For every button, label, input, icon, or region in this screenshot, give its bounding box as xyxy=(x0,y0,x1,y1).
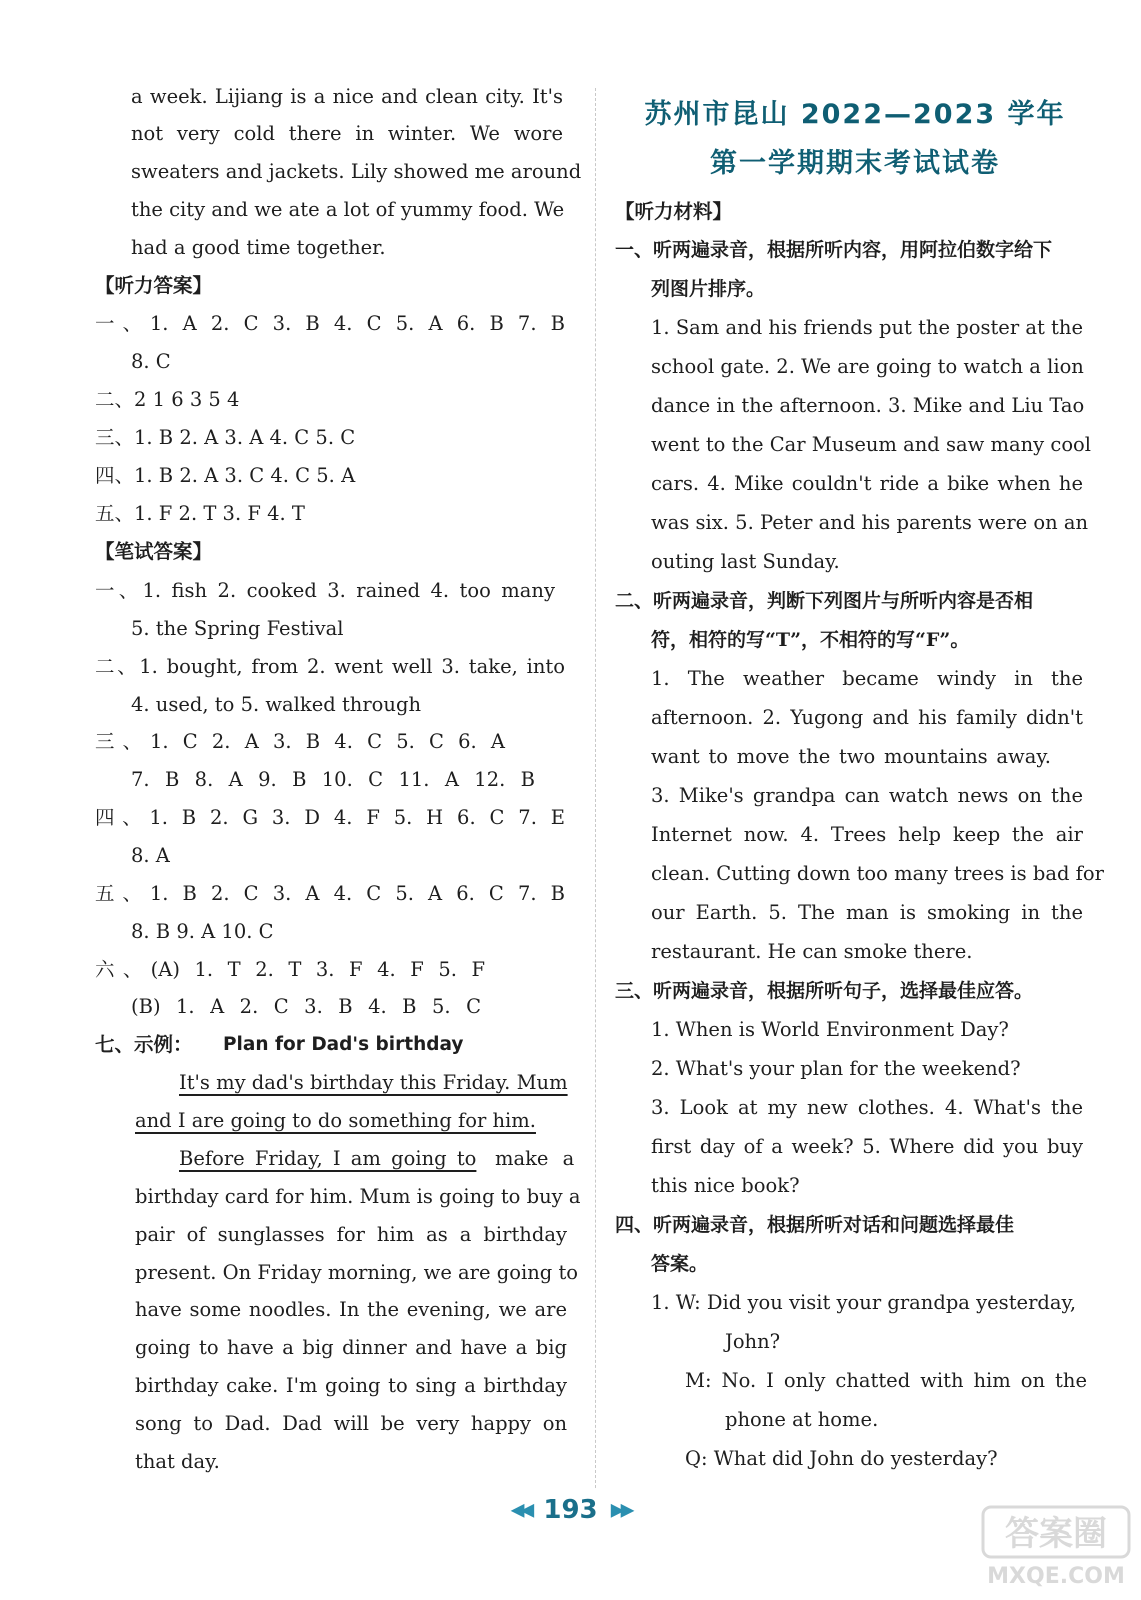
listening-answers-heading: 【听力答案】 xyxy=(95,274,213,297)
essay-line: the city and we ate a lot of yummy food. We xyxy=(131,198,565,221)
script-line: cars. 4. Mike couldn't ride a bike when he xyxy=(651,472,1083,495)
essay-line: birthday cake. I'm going to sing a birthday xyxy=(135,1374,567,1397)
essay-line: song to Dad. Dad will be very happy on xyxy=(135,1412,567,1435)
answer-line: 4. used, to 5. walked through xyxy=(131,693,422,716)
answer-line: 5. the Spring Festival xyxy=(131,617,344,640)
watermark-text: 答案圈 xyxy=(1005,1514,1107,1554)
script-line: Internet now. 4. Trees help keep the air xyxy=(651,823,1083,846)
script-line: was six. 5. Peter and his parents were on an xyxy=(651,511,1089,534)
example-label: 七、示例： xyxy=(95,1033,193,1056)
script-line: first day of a week? 5. Where did you buy xyxy=(651,1135,1083,1158)
script-line: restaurant. He can smoke there. xyxy=(651,940,973,963)
answer-line: 四、1. B 2. A 3. C 4. C 5. A xyxy=(95,464,356,487)
script-line: school gate. 2. We are going to watch a lion xyxy=(651,355,1084,378)
essay-line-underlined: It's my dad's birthday this Friday. Mum xyxy=(179,1071,568,1094)
script-line: 1. When is World Environment Day? xyxy=(651,1018,1009,1041)
answer-line: 三、1. C 2. A 3. B 4. C 5. C 6. A xyxy=(95,730,505,753)
essay-line: not very cold there in winter. We wore xyxy=(131,122,563,145)
essay-line: a week. Lijiang is a nice and clean city. It's xyxy=(131,85,563,108)
answer-line: 8. C xyxy=(131,350,171,373)
script-line: 3. Look at my new clothes. 4. What's the xyxy=(651,1096,1083,1119)
answer-line: 7. B 8. A 9. B 10. C 11. A 12. B xyxy=(131,768,535,791)
example-title: Plan for Dad's birthday xyxy=(223,1034,464,1055)
script-line: 1. Sam and his friends put the poster at the xyxy=(651,316,1083,339)
script-line: our Earth. 5. The man is smoking in the xyxy=(651,901,1083,924)
essay-line: had a good time together. xyxy=(131,236,386,259)
essay-line: have some noodles. In the evening, we are xyxy=(135,1298,567,1321)
script-line: went to the Car Museum and saw many cool xyxy=(651,433,1092,456)
answer-line: 一、1. fish 2. cooked 3. rained 4. too many xyxy=(95,579,555,602)
written-answers-heading: 【笔试答案】 xyxy=(95,540,213,563)
dialogue-line: M: No. I only chatted with him on the xyxy=(685,1369,1087,1392)
essay-line: going to have a big dinner and have a big xyxy=(135,1336,567,1359)
answer-line: 一、1. A 2. C 3. B 4. C 5. A 6. B 7. B xyxy=(95,312,565,335)
script-line: 2. What's your plan for the weekend? xyxy=(651,1057,1021,1080)
essay-line: pair of sunglasses for him as a birthday xyxy=(135,1223,567,1246)
column-divider xyxy=(595,88,596,1488)
answer-line: 五、1. F 2. T 3. F 4. T xyxy=(95,502,305,525)
exam-title-line1: 苏州市昆山 2022—2023 学年 xyxy=(644,99,1066,130)
section-instruction: 答案。 xyxy=(651,1253,709,1275)
answer-line: 二、1. bought, from 2. went well 3. take, into xyxy=(95,655,565,678)
script-line: clean. Cutting down too many trees is bad for xyxy=(651,862,1104,885)
dialogue-line: Q: What did John do yesterday? xyxy=(685,1447,998,1470)
watermark-logo xyxy=(981,1505,1131,1591)
watermark-url: MXQE.COM xyxy=(987,1564,1125,1589)
answer-line: 四、1. B 2. G 3. D 4. F 5. H 6. C 7. E xyxy=(95,806,565,829)
essay-line: sweaters and jackets. Lily showed me around xyxy=(131,160,582,183)
answer-line: 三、1. B 2. A 3. A 4. C 5. C xyxy=(95,426,356,449)
page-footer xyxy=(0,1495,1141,1531)
answer-line: 二、2 1 6 3 5 4 xyxy=(95,388,240,411)
dialogue-line: 1. W: Did you visit your grandpa yesterday, xyxy=(651,1291,1077,1314)
essay-line: present. On Friday morning, we are going to xyxy=(135,1261,579,1284)
essay-line: make a xyxy=(495,1147,575,1170)
answer-line: 8. B 9. A 10. C xyxy=(131,920,274,943)
section-instruction: 三、听两遍录音，根据所听句子，选择最佳应答。 xyxy=(615,980,1034,1002)
double-left-triangle-icon: ◀◀ xyxy=(510,1499,531,1521)
script-line: 1. The weather became windy in the xyxy=(651,667,1083,690)
script-line: this nice book? xyxy=(651,1174,800,1197)
essay-line: that day. xyxy=(135,1450,220,1473)
section-instruction: 一、听两遍录音，根据所听内容，用阿拉伯数字给下 xyxy=(615,239,1053,261)
answer-line: 8. A xyxy=(131,844,170,867)
script-line: outing last Sunday. xyxy=(651,550,840,573)
section-instruction: 列图片排序。 xyxy=(651,278,766,300)
answer-line: 六、(A) 1. T 2. T 3. F 4. F 5. F xyxy=(95,958,485,981)
dialogue-line: John? xyxy=(725,1330,781,1353)
answer-line: (B) 1. A 2. C 3. B 4. B 5. C xyxy=(131,995,481,1018)
dialogue-line: phone at home. xyxy=(725,1408,879,1431)
script-line: want to move the two mountains away. xyxy=(651,745,1051,768)
answer-line: 五、1. B 2. C 3. A 4. C 5. A 6. C 7. B xyxy=(95,882,565,905)
script-line: afternoon. 2. Yugong and his family didn't xyxy=(651,706,1083,729)
essay-line-underlined: and I are going to do something for him. xyxy=(135,1109,536,1132)
essay-line: birthday card for him. Mum is going to buy a xyxy=(135,1185,581,1208)
exam-title-line2: 第一学期期末考试试卷 xyxy=(710,148,1000,179)
script-line: dance in the afternoon. 3. Mike and Liu Tao xyxy=(651,394,1085,417)
script-line: 3. Mike's grandpa can watch news on the xyxy=(651,784,1083,807)
section-instruction: 符，相符的写“T”，不相符的写“F”。 xyxy=(651,629,970,651)
essay-line-underlined: Before Friday, I am going to xyxy=(179,1147,477,1170)
page-number: 193 xyxy=(543,1495,598,1525)
double-right-triangle-icon: ▶▶ xyxy=(610,1499,631,1521)
section-instruction: 四、听两遍录音，根据所听对话和问题选择最佳 xyxy=(615,1214,1015,1236)
section-instruction: 二、听两遍录音，判断下列图片与所听内容是否相 xyxy=(615,590,1034,612)
listening-material-heading: 【听力材料】 xyxy=(615,200,733,223)
